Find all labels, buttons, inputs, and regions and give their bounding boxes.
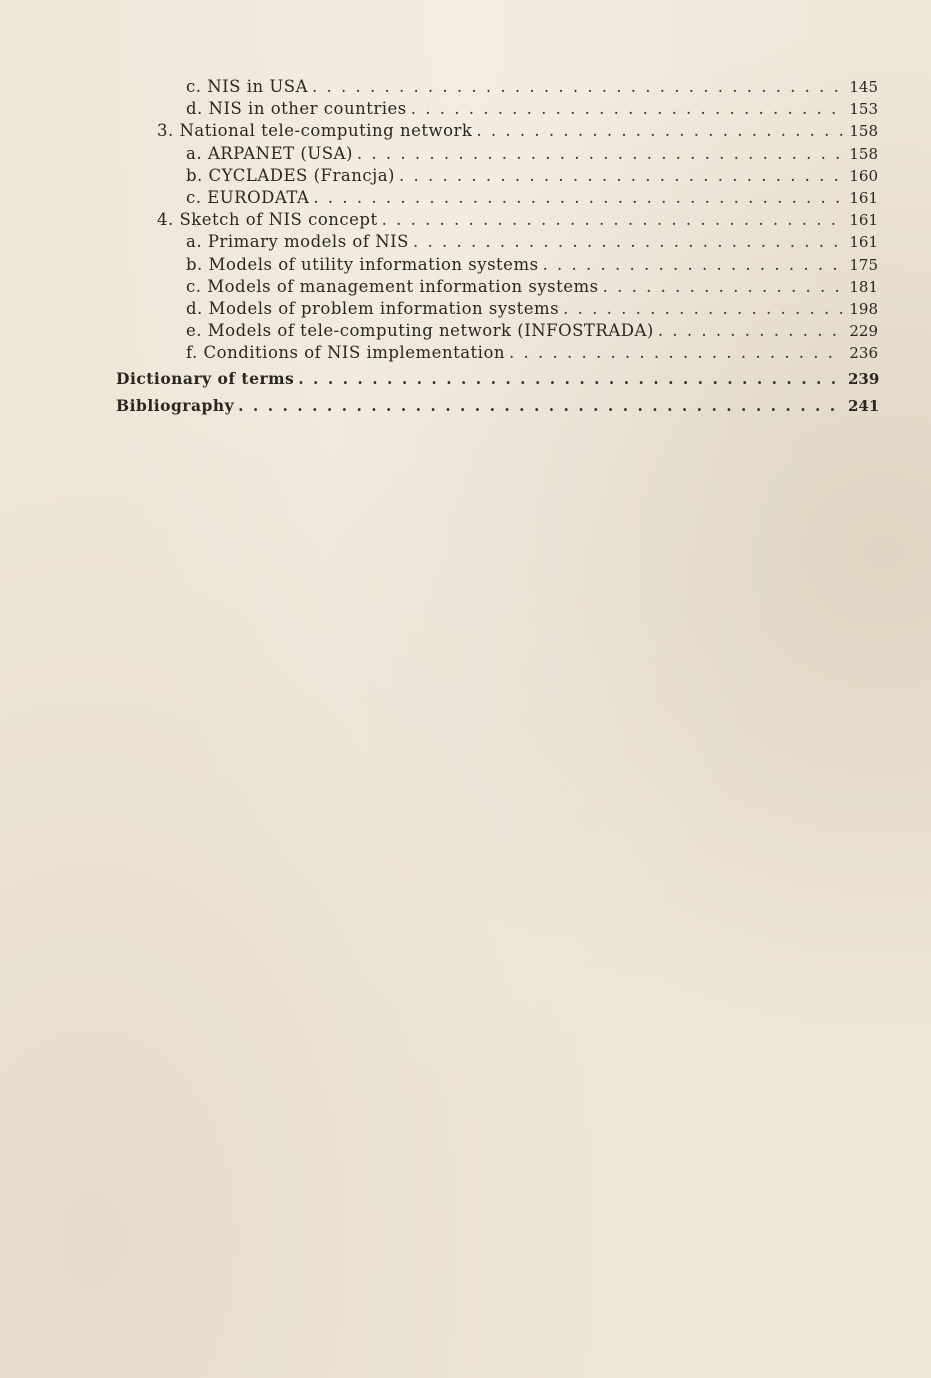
toc-entry-page: 161 — [849, 233, 878, 252]
toc-entry — [116, 298, 878, 320]
toc-entry-label: f. Conditions of NIS implementation — [186, 343, 506, 363]
toc-entry-label: 3. National tele-computing network — [157, 121, 473, 141]
toc-entry-page: 161 — [849, 211, 878, 230]
toc-leader-dots — [563, 298, 844, 320]
toc-entry-label: b. CYCLADES (Francja) — [186, 165, 395, 185]
toc-entry — [116, 120, 878, 142]
toc-entry — [116, 254, 878, 276]
toc-leader-dots — [411, 98, 844, 120]
toc-entry-label: d. NIS in other countries — [186, 99, 407, 119]
toc-leader-dots — [298, 368, 844, 390]
toc-leader-dots — [413, 231, 844, 253]
toc-entry-page: 175 — [849, 255, 878, 274]
toc-entry-dictionary — [116, 368, 878, 390]
toc-entry — [116, 187, 878, 209]
toc-entry-page: 198 — [849, 299, 878, 318]
toc-entry — [116, 98, 878, 120]
toc-entry-page: 241 — [848, 396, 880, 415]
toc-entry-label: c. NIS in USA — [186, 77, 309, 96]
toc-entry-page: 181 — [849, 277, 878, 296]
toc-entry-page: 236 — [849, 344, 878, 363]
toc-leader-dots — [382, 209, 844, 231]
toc-entry-label: b. Models of utility information systems — [186, 254, 539, 274]
toc-entry-bibliography — [116, 395, 878, 417]
toc-leader-dots — [357, 143, 844, 165]
toc-entry-page: 229 — [849, 322, 878, 341]
toc-leader-dots — [603, 276, 844, 298]
toc-entry-label: Dictionary of terms — [116, 369, 295, 389]
toc-entry-label: 4. Sketch of NIS concept — [157, 210, 378, 230]
toc-entry-page: 161 — [849, 188, 878, 207]
toc-leader-dots — [543, 254, 844, 276]
toc-entry-page: 158 — [849, 122, 878, 141]
toc-entry-label: e. Models of tele-computing network (INFOSTRADA) — [186, 321, 654, 341]
toc-leader-dots — [476, 120, 844, 142]
toc-entry-label: a. Primary models of NIS — [186, 232, 409, 252]
toc-entry — [116, 320, 878, 342]
toc-entry-label: c. EURODATA — [186, 187, 310, 207]
toc-entry-page: 153 — [849, 100, 878, 119]
toc-entry — [116, 143, 878, 165]
toc-entry — [116, 276, 878, 298]
toc-leader-dots — [313, 187, 844, 209]
toc-entry-page: 158 — [849, 144, 878, 163]
toc-leader-dots — [399, 165, 844, 187]
toc-leader-dots — [238, 395, 844, 417]
toc-leader-dots — [658, 320, 844, 342]
table-of-contents — [116, 76, 878, 417]
toc-entry-page: 145 — [849, 78, 878, 96]
toc-entry — [116, 165, 878, 187]
toc-leader-dots — [509, 342, 844, 364]
toc-entry-label: Bibliography — [116, 395, 235, 415]
toc-entry-label: c. Models of management information systems — [186, 276, 599, 296]
toc-entry — [116, 76, 878, 98]
toc-entry — [116, 342, 878, 364]
toc-entry-label: a. ARPANET (USA) — [186, 143, 353, 163]
toc-entry-label: d. Models of problem information systems — [186, 298, 560, 318]
toc-entry-page: 160 — [849, 166, 878, 185]
toc-entry — [116, 209, 878, 231]
toc-leader-dots — [312, 76, 844, 98]
toc-entry-page: 239 — [848, 370, 880, 389]
toc-entry — [116, 231, 878, 253]
